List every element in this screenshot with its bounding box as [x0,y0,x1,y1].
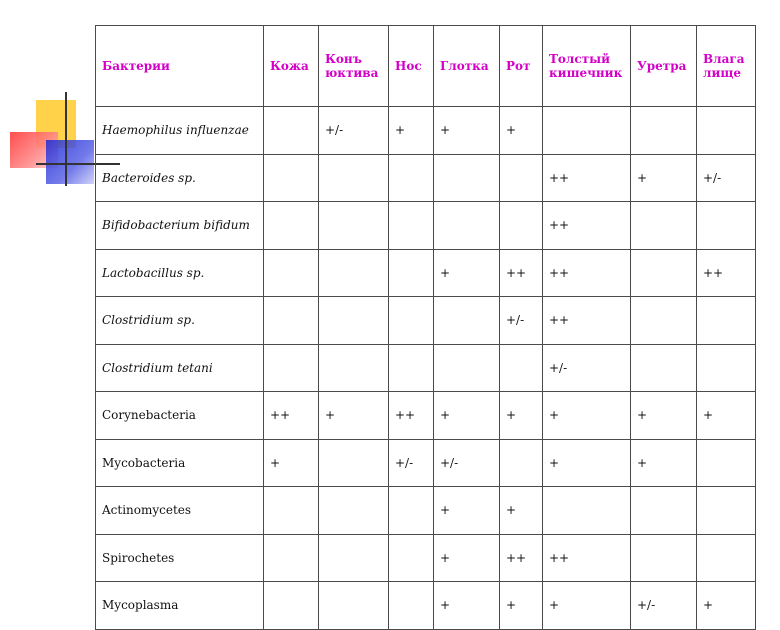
presence-cell [697,487,756,535]
presence-cell [264,202,319,250]
presence-cell [389,487,434,535]
presence-cell [264,107,319,155]
table-row [96,487,756,535]
presence-cell: +/- [543,344,631,392]
presence-cell [264,154,319,202]
presence-cell [264,249,319,297]
presence-cell [500,202,543,250]
bacteria-name: Mycoplasma [96,582,264,630]
presence-cell [434,202,500,250]
presence-cell: + [500,107,543,155]
presence-cell: + [389,107,434,155]
presence-cell: +/- [389,439,434,487]
header-row [96,26,756,107]
table-row [96,249,756,297]
presence-cell [697,202,756,250]
presence-cell: ++ [543,202,631,250]
presence-cell [543,107,631,155]
presence-cell [264,344,319,392]
header-mouth: Рот [500,26,543,107]
header-urethra: Уретра [631,26,697,107]
presence-cell [631,202,697,250]
presence-cell: + [543,392,631,440]
presence-cell [697,534,756,582]
table-row [96,392,756,440]
presence-cell: + [697,582,756,630]
presence-cell [389,297,434,345]
presence-cell: ++ [543,154,631,202]
presence-cell: +/- [631,582,697,630]
presence-cell [264,534,319,582]
presence-cell: + [319,392,389,440]
bacteria-name: Lactobacillus sp. [96,249,264,297]
presence-cell [697,107,756,155]
decor-blue-square [46,140,94,184]
presence-cell [631,297,697,345]
presence-cell [631,107,697,155]
bacteria-name: Spirochetes [96,534,264,582]
presence-cell [697,344,756,392]
presence-cell [631,487,697,535]
presence-cell [264,487,319,535]
table-row [96,439,756,487]
presence-cell: ++ [389,392,434,440]
presence-cell: + [697,392,756,440]
presence-cell [631,344,697,392]
presence-cell [319,297,389,345]
presence-cell: + [631,439,697,487]
header-bacteria: Бактерии [96,26,264,107]
presence-cell [389,534,434,582]
presence-cell [264,297,319,345]
presence-cell [319,534,389,582]
presence-cell: + [500,487,543,535]
header-pharynx: Глотка [434,26,500,107]
table-row [96,534,756,582]
presence-cell [631,249,697,297]
presence-cell [500,344,543,392]
presence-cell [434,344,500,392]
presence-cell [319,202,389,250]
presence-cell: + [264,439,319,487]
table-row [96,297,756,345]
presence-cell: + [434,392,500,440]
presence-cell: + [500,582,543,630]
header-skin: Кожа [264,26,319,107]
microflora-table [95,25,756,630]
table-body [96,107,756,630]
presence-cell: + [434,487,500,535]
presence-cell: ++ [500,249,543,297]
presence-cell: ++ [500,534,543,582]
presence-cell [319,249,389,297]
presence-cell: ++ [697,249,756,297]
presence-cell: + [631,392,697,440]
presence-cell: + [434,582,500,630]
bacteria-name: Corynebacteria [96,392,264,440]
presence-cell [434,154,500,202]
presence-cell: + [543,582,631,630]
header-nose: Нос [389,26,434,107]
table-row [96,582,756,630]
decor-vertical-line [65,92,67,186]
presence-cell: + [434,534,500,582]
presence-cell [697,297,756,345]
presence-cell [319,344,389,392]
presence-cell: ++ [543,297,631,345]
presence-cell: + [500,392,543,440]
presence-cell: ++ [264,392,319,440]
presence-cell: +/- [319,107,389,155]
presence-cell [319,439,389,487]
presence-cell [264,582,319,630]
presence-cell: ++ [543,534,631,582]
presence-cell [319,154,389,202]
presence-cell [389,249,434,297]
presence-cell: + [631,154,697,202]
presence-cell [500,439,543,487]
presence-cell: +/- [500,297,543,345]
presence-cell [319,487,389,535]
bacteria-name: Haemophilus influenzae [96,107,264,155]
presence-cell [389,202,434,250]
header-conjunctiva: Конъ юктива [319,26,389,107]
table-row [96,107,756,155]
presence-cell: +/- [434,439,500,487]
header-colon: Толстый кишечник [543,26,631,107]
table-row [96,154,756,202]
presence-cell [434,297,500,345]
presence-cell: + [434,107,500,155]
presence-cell: +/- [697,154,756,202]
presence-cell [389,344,434,392]
presence-cell [697,439,756,487]
presence-cell [500,154,543,202]
presence-cell [319,582,389,630]
bacteria-name: Actinomycetes [96,487,264,535]
presence-cell [543,487,631,535]
bacteria-name: Bacteroides sp. [96,154,264,202]
bacteria-name: Mycobacteria [96,439,264,487]
presence-cell: + [434,249,500,297]
table-row [96,344,756,392]
table-row [96,202,756,250]
presence-cell [631,534,697,582]
presence-cell: + [543,439,631,487]
bacteria-name: Clostridium tetani [96,344,264,392]
presence-cell: ++ [543,249,631,297]
header-vagina: Влага лище [697,26,756,107]
presence-cell [389,154,434,202]
bacteria-name: Clostridium sp. [96,297,264,345]
presence-cell [389,582,434,630]
bacteria-name: Bifidobacterium bifidum [96,202,264,250]
